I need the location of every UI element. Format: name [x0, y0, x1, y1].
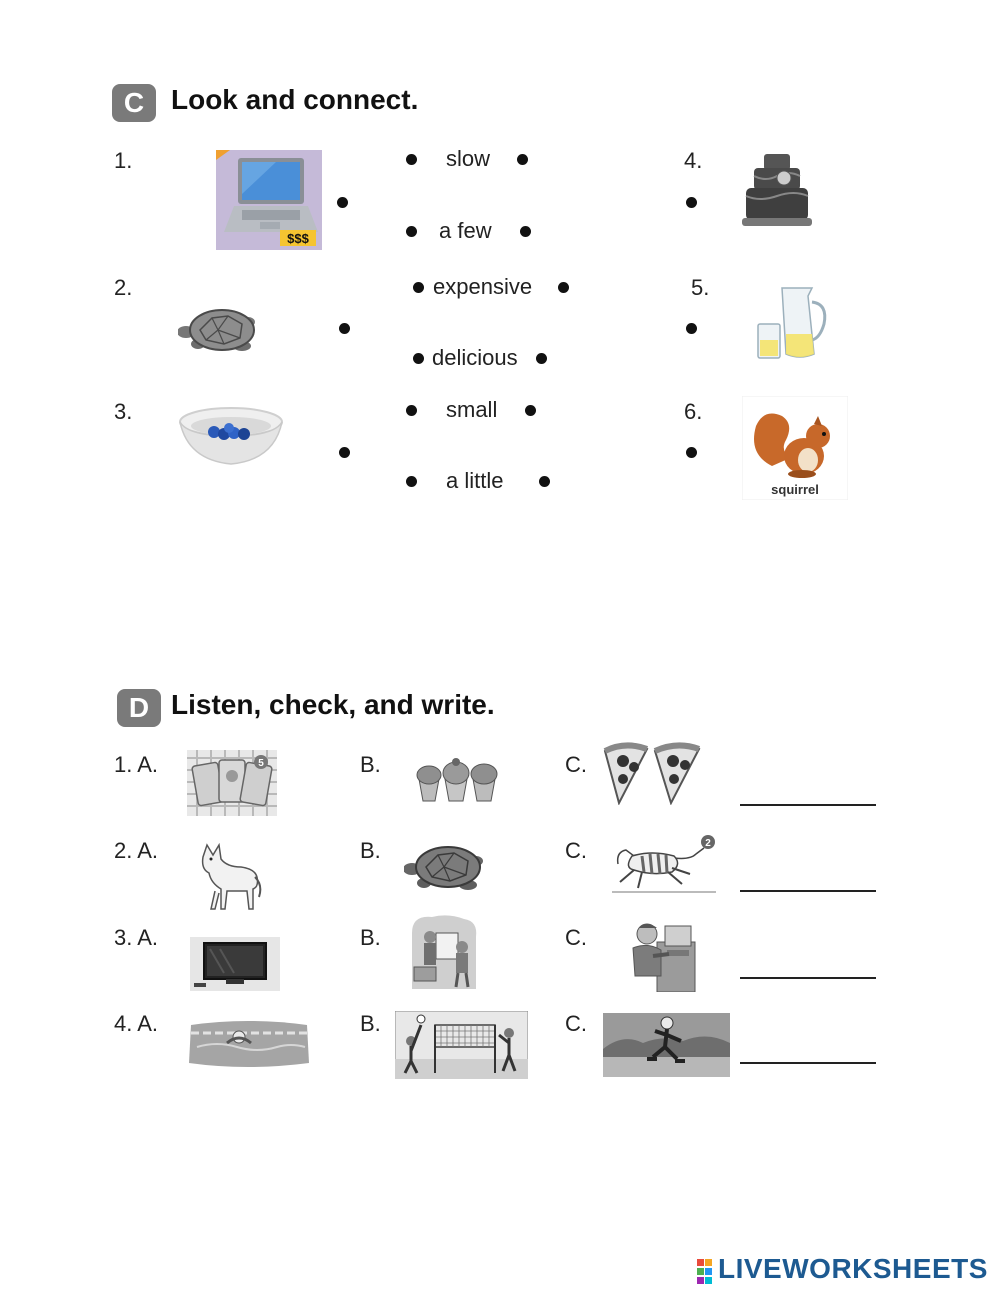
row-2-option-a-label: 2. A.	[114, 838, 159, 863]
section-d-title: Listen, check, and write.	[171, 689, 495, 720]
word-small: small	[446, 397, 498, 422]
match-dot[interactable]	[536, 353, 547, 364]
swimming-image[interactable]	[187, 1013, 311, 1073]
boy-at-computer-image[interactable]	[631, 920, 697, 992]
bowl-image	[178, 404, 284, 468]
answer-line-3[interactable]	[740, 977, 876, 979]
match-dot[interactable]	[413, 282, 424, 293]
word-slow: slow	[446, 146, 491, 171]
turtle-option-image[interactable]	[404, 839, 488, 895]
match-dot[interactable]	[406, 405, 417, 416]
word-expensive: expensive	[433, 274, 533, 299]
painting-kids-image[interactable]	[408, 913, 480, 989]
match-dot[interactable]	[520, 226, 531, 237]
section-c-title: Look and connect.	[171, 84, 419, 115]
price-tag-text: $$$	[287, 231, 309, 246]
answer-line-1[interactable]	[740, 804, 876, 806]
item-number-2: 2.	[114, 275, 133, 300]
match-dot[interactable]	[517, 154, 528, 165]
answer-line-4[interactable]	[740, 1062, 876, 1064]
television-image[interactable]	[190, 937, 280, 991]
match-dot[interactable]	[558, 282, 569, 293]
turtle-image	[178, 300, 262, 358]
item-number-3: 3.	[114, 399, 133, 424]
row-1-option-c-label: C.	[565, 752, 587, 777]
squirrel-image	[742, 396, 848, 500]
match-dot[interactable]	[406, 476, 417, 487]
match-dot[interactable]	[337, 197, 348, 208]
section-d-badge: D	[117, 689, 161, 727]
match-dot[interactable]	[686, 197, 697, 208]
row-3-option-a-label: 3. A.	[114, 925, 159, 950]
word-delicious: delicious	[432, 345, 518, 370]
match-dot[interactable]	[339, 323, 350, 334]
match-dot[interactable]	[406, 154, 417, 165]
running-cat-image[interactable]	[612, 834, 716, 896]
match-dot[interactable]	[406, 226, 417, 237]
row-4-option-a-label: 4. A.	[114, 1011, 159, 1036]
liveworksheets-logo-text: LIVEWORKSHEETS	[718, 1253, 988, 1284]
row-3-option-c-label: C.	[565, 925, 587, 950]
match-dot[interactable]	[539, 476, 550, 487]
cupcakes-image[interactable]	[415, 757, 501, 803]
race-number-badge: 2	[705, 838, 711, 849]
word-a-little: a little	[446, 468, 504, 493]
row-4-option-b-label: B.	[360, 1011, 381, 1036]
lemonade-pitcher-image	[756, 284, 832, 362]
item-number-6: 6.	[684, 399, 703, 424]
row-3-option-b-label: B.	[360, 925, 381, 950]
section-c-badge: C	[112, 84, 156, 122]
row-1-option-b-label: B.	[360, 752, 381, 777]
word-a-few: a few	[439, 218, 492, 243]
squirrel-caption: squirrel	[771, 482, 819, 497]
rollerblading-image[interactable]	[603, 1013, 730, 1077]
match-dot[interactable]	[339, 447, 350, 458]
match-dot[interactable]	[686, 323, 697, 334]
row-4-option-c-label: C.	[565, 1011, 587, 1036]
chips-number-badge: 5	[258, 758, 264, 769]
laptop-image	[216, 150, 322, 250]
volleyball-image[interactable]	[395, 1011, 528, 1079]
chips-image[interactable]	[187, 750, 277, 816]
answer-line-2[interactable]	[740, 890, 876, 892]
match-dot[interactable]	[686, 447, 697, 458]
row-2-option-c-label: C.	[565, 838, 587, 863]
row-2-option-b-label: B.	[360, 838, 381, 863]
match-dot[interactable]	[413, 353, 424, 364]
cake-image	[740, 148, 814, 236]
item-number-5: 5.	[691, 275, 710, 300]
item-number-4: 4.	[684, 148, 703, 173]
wolf-image[interactable]	[197, 843, 263, 913]
pizza-slices-image[interactable]	[601, 741, 703, 805]
row-1-option-a-label: 1. A.	[114, 752, 159, 777]
match-dot[interactable]	[525, 405, 536, 416]
item-number-1: 1.	[114, 148, 133, 173]
